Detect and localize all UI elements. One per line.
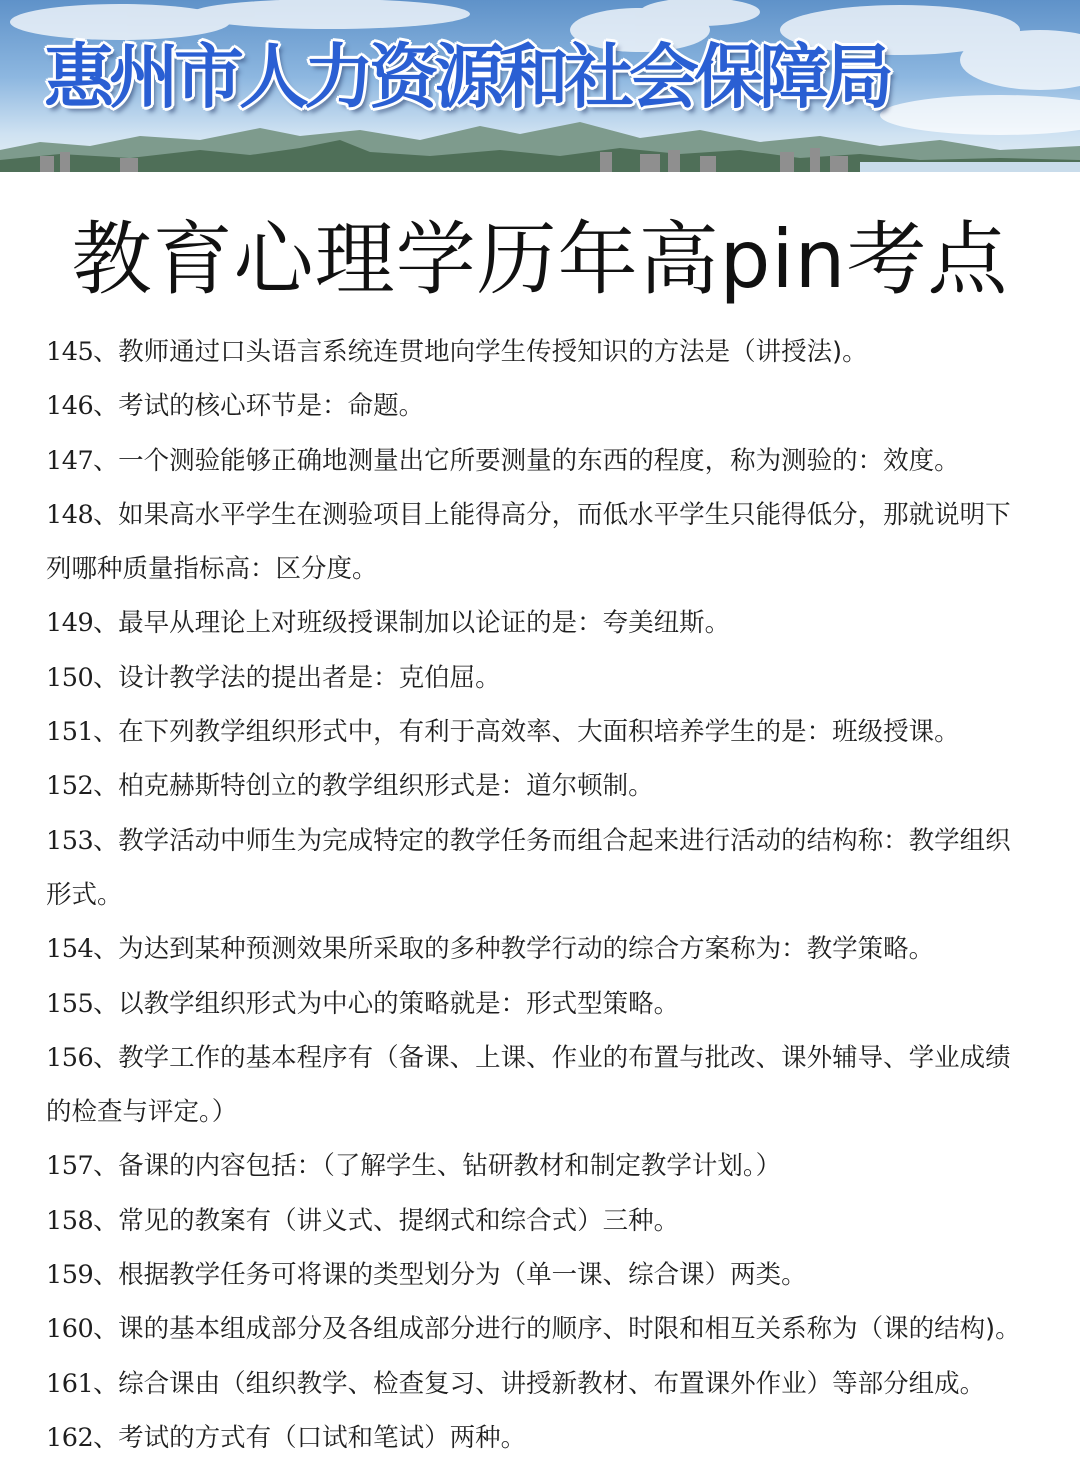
item-number: 145、 xyxy=(46,337,119,367)
list-item xyxy=(46,705,1036,759)
list-item xyxy=(46,434,1036,488)
item-text: 为达到某种预测效果所采取的多种教学行动的综合方案称为：教学策略。 xyxy=(118,934,935,965)
item-text: 教师通过口头语言系统连贯地向学生传授知识的方法是（讲授法)。 xyxy=(118,337,868,367)
list-item xyxy=(46,1357,1036,1411)
list-item xyxy=(46,379,1036,433)
item-number: 157、 xyxy=(46,1151,119,1182)
item-text: 根据教学任务可将课的类型划分为（单一课、综合课）两类。 xyxy=(118,1260,807,1291)
banner-org-name: 惠州市人力资源和社会保障局 xyxy=(44,35,889,118)
item-text: 考试的方式有（口试和笔试）两种。 xyxy=(118,1422,527,1453)
list-item xyxy=(46,1411,1036,1465)
list-item xyxy=(46,977,1036,1031)
item-text: 课的基本组成部分及各组成部分进行的顺序、时限和相互关系称为（课的结构)。 xyxy=(118,1314,1021,1345)
item-text: 教学活动中师生为完成特定的教学任务而组合起来进行活动的结构称：教学组织形式。 xyxy=(46,825,1011,910)
list-item xyxy=(46,1248,1036,1302)
list-item xyxy=(46,1139,1036,1193)
list-item xyxy=(46,488,1036,597)
item-number: 147、 xyxy=(46,445,119,476)
item-number: 153、 xyxy=(46,825,119,856)
item-text: 考试的核心环节是：命题。 xyxy=(118,391,425,422)
river xyxy=(860,162,1080,172)
list-item xyxy=(46,814,1036,923)
item-number: 155、 xyxy=(46,988,119,1019)
item-number: 161、 xyxy=(46,1368,119,1399)
item-text: 最早从理论上对班级授课制加以论证的是：夸美纽斯。 xyxy=(118,608,731,639)
list-item xyxy=(46,922,1036,976)
item-number: 162、 xyxy=(46,1422,119,1453)
item-text: 备课的内容包括：（了解学生、钻研教材和制定教学计划。） xyxy=(118,1151,782,1182)
item-number: 151、 xyxy=(46,717,119,748)
item-number: 148、 xyxy=(46,499,119,530)
item-text: 柏克赫斯特创立的教学组织形式是：道尔顿制。 xyxy=(118,771,654,802)
item-text: 教学工作的基本程序有（备课、上课、作业的布置与批改、课外辅导、学业成绩的检查与评定。） xyxy=(46,1042,1011,1128)
item-text: 一个测验能够正确地测量出它所要测量的东西的程度，称为测验的：效度。 xyxy=(118,445,960,476)
list-item xyxy=(46,1031,1036,1140)
list-item xyxy=(46,325,1036,379)
question-list xyxy=(46,325,1036,1465)
item-number: 150、 xyxy=(46,662,119,693)
item-number: 146、 xyxy=(46,391,119,422)
list-item xyxy=(46,1194,1036,1248)
item-number: 156、 xyxy=(46,1042,119,1073)
item-number: 160、 xyxy=(46,1314,119,1345)
item-text: 在下列教学组织形式中，有利于高效率、大面积培养学生的是：班级授课。 xyxy=(118,717,960,748)
list-item xyxy=(46,759,1036,813)
list-item xyxy=(46,651,1036,705)
item-text: 设计教学法的提出者是：克伯屈。 xyxy=(118,662,501,693)
item-number: 149、 xyxy=(46,608,119,639)
page-title: 教育心理学历年高pin考点 xyxy=(71,213,1009,306)
header-banner xyxy=(0,0,1080,172)
item-text: 常见的教案有（讲义式、提纲式和综合式）三种。 xyxy=(118,1205,680,1236)
item-text: 如果高水平学生在测验项目上能得高分，而低水平学生只能得低分，那就说明下列哪种质量指标高：区分度。 xyxy=(46,499,1011,585)
list-item xyxy=(46,596,1036,650)
item-text: 以教学组织形式为中心的策略就是：形式型策略。 xyxy=(118,988,680,1019)
item-text: 综合课由（组织教学、检查复习、讲授新教材、布置课外作业）等部分组成。 xyxy=(118,1368,986,1399)
item-number: 152、 xyxy=(46,771,119,802)
list-item xyxy=(46,1302,1036,1356)
item-number: 154、 xyxy=(46,934,119,965)
item-number: 158、 xyxy=(46,1205,119,1236)
item-number: 159、 xyxy=(46,1260,119,1291)
